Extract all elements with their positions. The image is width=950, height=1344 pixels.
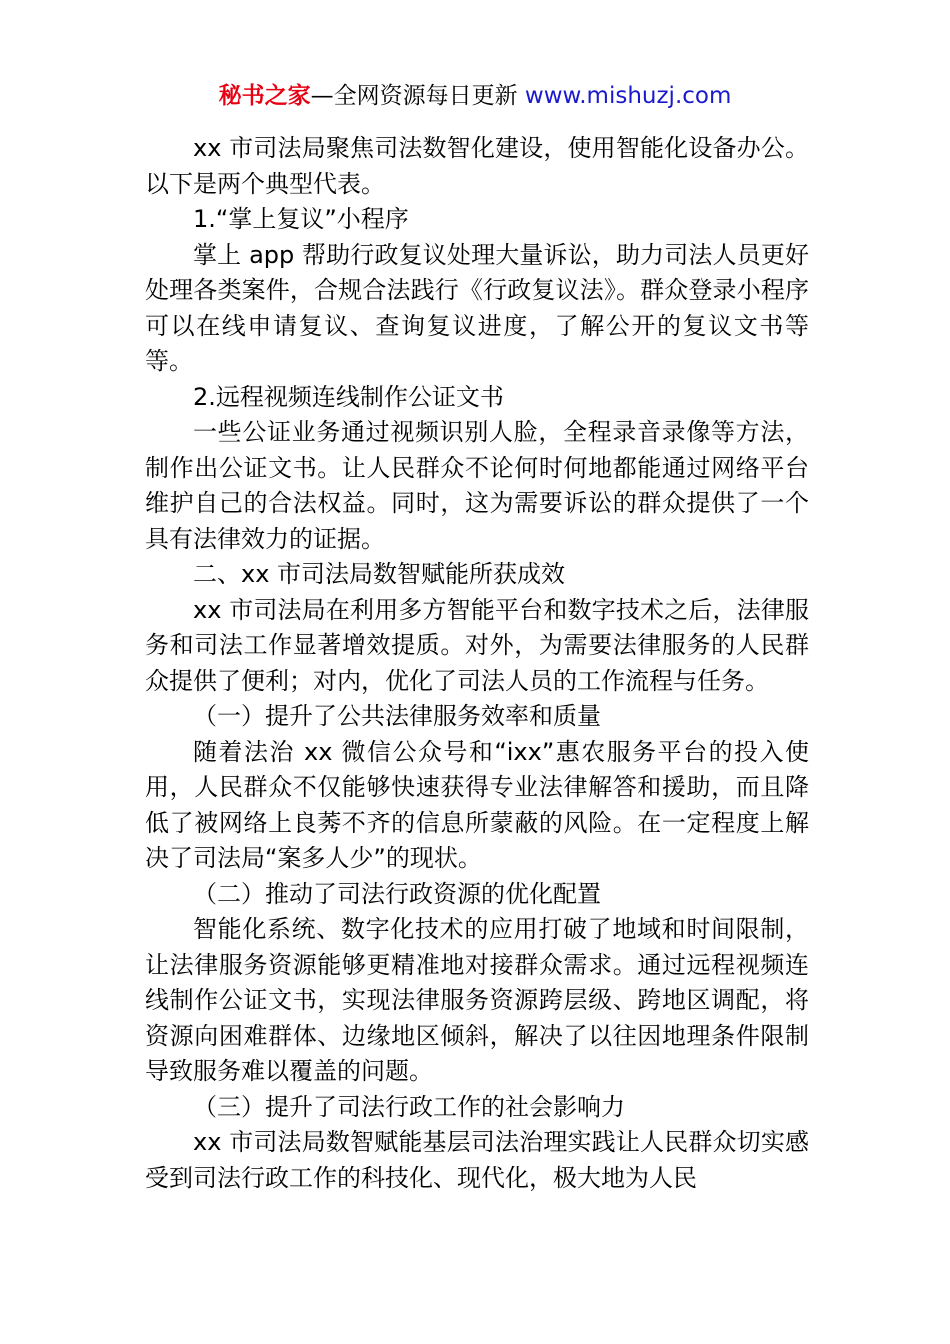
body-paragraph: 一些公证业务通过视频识别人脸，全程录音录像等方法，制作出公证文书。让人民群众不论何时何地都能通过网络平台维护自己的合法权益。同时，这为需要诉讼的群众提供了一个具有法律效力的证据。 bbox=[145, 418, 809, 553]
body-paragraph: xx 市司法局聚焦司法数智化建设，使用智能化设备办公。以下是两个典型代表。 bbox=[145, 134, 809, 198]
body-paragraph: xx 市司法局在利用多方智能平台和数字技术之后，法律服务和司法工作显著增效提质。对外，为需要法律服务的人民群众提供了便利；对内，优化了司法人员的工作流程与任务。 bbox=[145, 595, 809, 695]
section-heading: 二、xx 市司法局数智赋能所获成效 bbox=[193, 560, 566, 588]
body-paragraph: 随着法治 xx 微信公众号和“ixx”惠农服务平台的投入使用，人民群众不仅能够快速获得专业法律解答和援助，而且降低了被网络上良莠不齐的信息所蒙蔽的风险。在一定程度上解决了司法局“案多人少”的现状。 bbox=[145, 737, 809, 872]
section-heading: （三）提升了司法行政工作的社会影响力 bbox=[193, 1092, 625, 1121]
body-paragraph: xx 市司法局数智赋能基层司法治理实践让人民群众切实感受到司法行政工作的科技化、现代化，极大地为人民 bbox=[145, 1128, 809, 1192]
section-heading: （一）提升了公共法律服务效率和质量 bbox=[193, 702, 601, 730]
site-header bbox=[0, 80, 950, 112]
body-paragraph: 掌上 app 帮助行政复议处理大量诉讼，助力司法人员更好处理各类案件，合规合法践行《行政复议法》。群众登录小程序可以在线申请复议、查询复议进度，了解公开的复议文书等等。 bbox=[145, 240, 809, 375]
header-tagline: —全网资源每日更新 bbox=[310, 83, 518, 109]
section-heading: 2.远程视频连线制作公证文书 bbox=[193, 382, 504, 411]
site-url-link[interactable]: www.mishuzj.com bbox=[524, 83, 732, 109]
section-heading: 1.“掌上复议”小程序 bbox=[193, 205, 409, 233]
document-body bbox=[145, 131, 809, 1196]
section-heading: （二）推动了司法行政资源的优化配置 bbox=[193, 879, 601, 908]
body-paragraph: 智能化系统、数字化技术的应用打破了地域和时间限制，让法律服务资源能够更精准地对接群众需求。通过远程视频连线制作公证文书，实现法律服务资源跨层级、跨地区调配，将资源向困难群体、边缘地区倾斜，解决了以往因地理条件限制导致服务难以覆盖的问题。 bbox=[145, 915, 809, 1085]
brand-name: 秘书之家 bbox=[218, 83, 311, 109]
